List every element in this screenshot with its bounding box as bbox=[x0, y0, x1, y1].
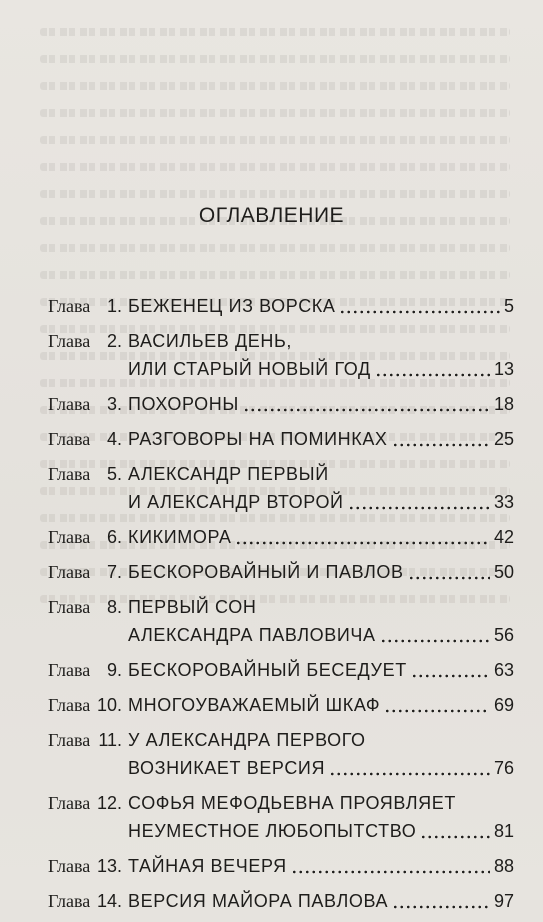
table-of-contents bbox=[48, 292, 514, 922]
toc-entry-line bbox=[48, 593, 514, 621]
dot-leader bbox=[243, 408, 490, 412]
page-number: 69 bbox=[493, 695, 514, 715]
chapter-number: 11. bbox=[98, 730, 122, 750]
dot-leader bbox=[348, 506, 490, 510]
toc-entry bbox=[48, 425, 514, 453]
chapter-number: 9. bbox=[106, 660, 122, 680]
chapter-number: 3. bbox=[106, 394, 122, 414]
page-number: 76 bbox=[493, 758, 514, 778]
page-number: 33 bbox=[493, 492, 514, 512]
chapter-label: Глава bbox=[48, 730, 91, 750]
dot-leader bbox=[408, 576, 490, 580]
dot-leader bbox=[329, 772, 490, 776]
dot-leader bbox=[392, 905, 490, 909]
page-number: 63 bbox=[493, 660, 514, 680]
chapter-title: АЛЕКСАНДР ПЕРВЫЙ bbox=[128, 464, 329, 484]
chapter-number: 5. bbox=[106, 464, 122, 484]
chapter-label: Глава bbox=[48, 597, 91, 617]
toc-entry-line bbox=[48, 488, 514, 516]
toc-entry-line bbox=[48, 887, 514, 915]
chapter-label: Глава bbox=[48, 695, 91, 715]
chapter-title: КИКИМОРА bbox=[128, 527, 232, 547]
toc-entry-line bbox=[48, 558, 514, 586]
toc-entry-line bbox=[48, 817, 514, 845]
toc-entry bbox=[48, 292, 514, 320]
chapter-number: 7. bbox=[106, 562, 122, 582]
toc-entry bbox=[48, 789, 514, 845]
chapter-number: 12. bbox=[96, 793, 122, 813]
toc-entry-line bbox=[48, 852, 514, 880]
chapter-number: 1. bbox=[106, 296, 122, 316]
toc-entry bbox=[48, 691, 514, 719]
chapter-title: И АЛЕКСАНДР ВТОРОЙ bbox=[128, 492, 344, 512]
chapter-title: РАЗГОВОРЫ НА ПОМИНКАХ bbox=[128, 429, 388, 449]
chapter-label: Глава bbox=[48, 562, 91, 582]
chapter-label: Глава bbox=[48, 793, 91, 813]
toc-entry-line bbox=[48, 754, 514, 782]
chapter-number: 2. bbox=[106, 331, 122, 351]
chapter-title: ПЕРВЫЙ СОН bbox=[128, 597, 257, 617]
page-number: 81 bbox=[493, 821, 514, 841]
toc-entry bbox=[48, 327, 514, 383]
chapter-label: Глава bbox=[48, 394, 91, 414]
chapter-label: Глава bbox=[48, 296, 91, 316]
dot-leader bbox=[392, 443, 490, 447]
toc-entry-line bbox=[48, 523, 514, 551]
dot-leader bbox=[339, 310, 500, 314]
toc-entry-line bbox=[48, 789, 514, 817]
toc-entry-line bbox=[48, 292, 514, 320]
toc-entry-line bbox=[48, 726, 514, 754]
chapter-title: БЕЖЕНЕЦ ИЗ ВОРСКА bbox=[128, 296, 336, 316]
chapter-title: ИЛИ СТАРЫЙ НОВЫЙ ГОД bbox=[128, 359, 371, 379]
chapter-number: 10. bbox=[96, 695, 122, 715]
page-number: 25 bbox=[493, 429, 514, 449]
page-number: 13 bbox=[493, 359, 514, 379]
chapter-label: Глава bbox=[48, 464, 91, 484]
toc-entry bbox=[48, 656, 514, 684]
chapter-number: 6. bbox=[106, 527, 122, 547]
toc-entry-line bbox=[48, 656, 514, 684]
toc-entry-line bbox=[48, 460, 514, 488]
chapter-title: ВЕРСИЯ МАЙОРА ПАВЛОВА bbox=[128, 891, 389, 911]
dot-leader bbox=[380, 639, 490, 643]
chapter-title: БЕСКОРОВАЙНЫЙ БЕСЕДУЕТ bbox=[128, 660, 407, 680]
dot-leader bbox=[420, 835, 490, 839]
chapter-label: Глава bbox=[48, 660, 91, 680]
chapter-title: НЕУМЕСТНОЕ ЛЮБОПЫТСТВО bbox=[128, 821, 417, 841]
chapter-number: 4. bbox=[106, 429, 122, 449]
toc-entry bbox=[48, 887, 514, 915]
page-number: 18 bbox=[493, 394, 514, 414]
toc-entry-line bbox=[48, 390, 514, 418]
dot-leader bbox=[384, 709, 490, 713]
toc-entry bbox=[48, 852, 514, 880]
page-number: 97 bbox=[493, 891, 514, 911]
chapter-label: Глава bbox=[48, 856, 91, 876]
toc-entry-line bbox=[48, 355, 514, 383]
chapter-title: ВОЗНИКАЕТ ВЕРСИЯ bbox=[128, 758, 326, 778]
chapter-label: Глава bbox=[48, 527, 91, 547]
chapter-title: У АЛЕКСАНДРА ПЕРВОГО bbox=[128, 730, 366, 750]
toc-entry-line bbox=[48, 327, 514, 355]
toc-entry bbox=[48, 558, 514, 586]
toc-entry bbox=[48, 460, 514, 516]
toc-entry-line bbox=[48, 425, 514, 453]
page-number: 56 bbox=[493, 625, 514, 645]
chapter-title: БЕСКОРОВАЙНЫЙ И ПАВЛОВ bbox=[128, 562, 404, 582]
chapter-number: 8. bbox=[106, 597, 122, 617]
toc-entry-line bbox=[48, 621, 514, 649]
toc-entry bbox=[48, 593, 514, 649]
page-number: 50 bbox=[493, 562, 514, 582]
toc-entry-line bbox=[48, 691, 514, 719]
chapter-title: ТАЙНАЯ ВЕЧЕРЯ bbox=[128, 856, 287, 876]
toc-heading: ОГЛАВЛЕНИЕ bbox=[198, 204, 345, 227]
dot-leader bbox=[375, 373, 490, 377]
chapter-title: ПОХОРОНЫ bbox=[128, 394, 239, 414]
toc-entry bbox=[48, 390, 514, 418]
chapter-title: СОФЬЯ МЕФОДЬЕВНА ПРОЯВЛЯЕТ bbox=[128, 793, 456, 813]
chapter-label: Глава bbox=[48, 429, 91, 449]
dot-leader bbox=[291, 870, 490, 874]
chapter-title: МНОГОУВАЖАЕМЫЙ ШКАФ bbox=[128, 695, 381, 715]
chapter-label: Глава bbox=[48, 891, 91, 911]
page-number: 5 bbox=[503, 296, 514, 316]
chapter-title: АЛЕКСАНДРА ПАВЛОВИЧА bbox=[128, 625, 376, 645]
chapter-label: Глава bbox=[48, 331, 91, 351]
toc-entry bbox=[48, 523, 514, 551]
page-number: 88 bbox=[493, 856, 514, 876]
chapter-number: 14. bbox=[96, 891, 122, 911]
page-number: 42 bbox=[493, 527, 514, 547]
dot-leader bbox=[235, 541, 490, 545]
chapter-title: ВАСИЛЬЕВ ДЕНЬ, bbox=[128, 331, 293, 351]
chapter-number: 13. bbox=[96, 856, 122, 876]
toc-entry bbox=[48, 726, 514, 782]
dot-leader bbox=[411, 674, 490, 678]
